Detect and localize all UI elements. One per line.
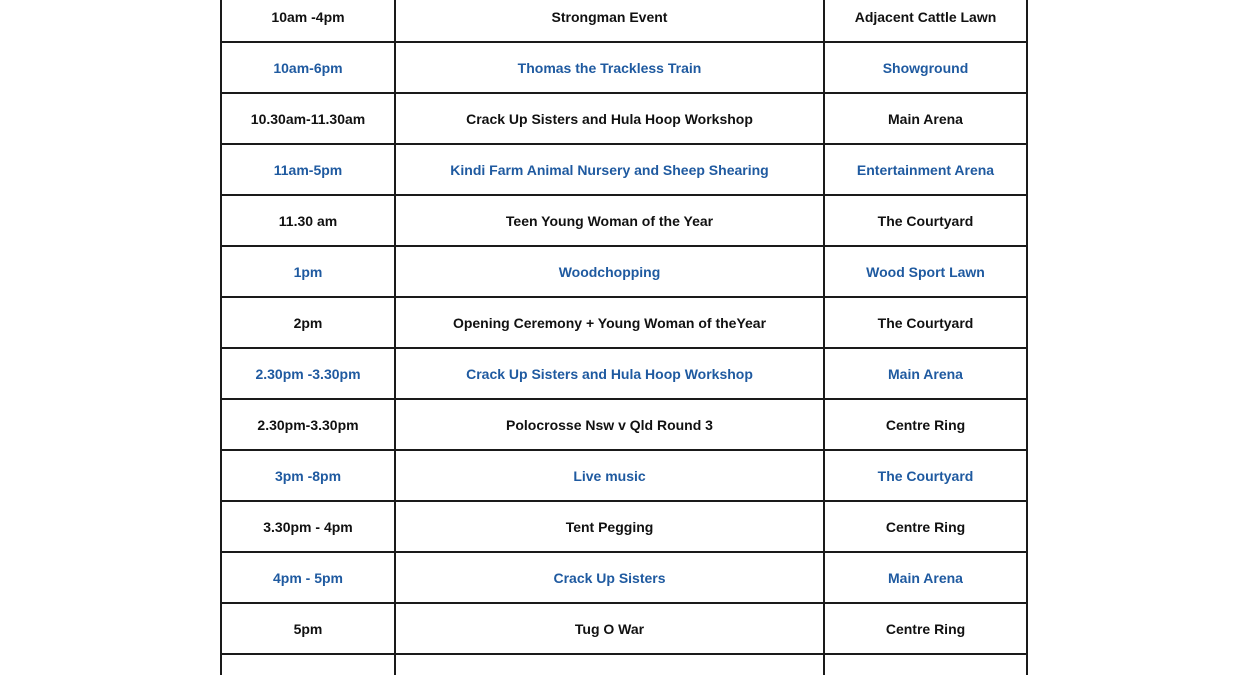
time-cell: 10am -4pm [221, 0, 395, 42]
time-cell: 3.30pm - 4pm [221, 501, 395, 552]
location-cell: Wood Sport Lawn [824, 246, 1027, 297]
time-cell: 2pm [221, 297, 395, 348]
event-cell: Teen Young Woman of the Year [395, 195, 824, 246]
time-cell: 11.30 am [221, 195, 395, 246]
schedule-row [221, 603, 1027, 654]
event-cell: Live music [395, 450, 824, 501]
schedule-row [221, 144, 1027, 195]
event-cell: Woodchopping [395, 246, 824, 297]
schedule-row [221, 195, 1027, 246]
location-cell: Entertainment Arena [824, 144, 1027, 195]
time-cell: 5pm [221, 603, 395, 654]
event-cell: Crack Up Sisters [395, 552, 824, 603]
time-cell: 2.30pm-3.30pm [221, 399, 395, 450]
schedule-row [221, 552, 1027, 603]
event-cell: Polocrosse Nsw v Qld Round 3 [395, 399, 824, 450]
event-cell: Tent Pegging [395, 501, 824, 552]
location-cell: Main Arena [824, 552, 1027, 603]
time-cell [221, 654, 395, 675]
time-cell: 4pm - 5pm [221, 552, 395, 603]
schedule-row [221, 450, 1027, 501]
schedule-row [221, 246, 1027, 297]
time-cell: 1pm [221, 246, 395, 297]
event-cell: Tug O War [395, 603, 824, 654]
event-cell [395, 654, 824, 675]
event-cell: Crack Up Sisters and Hula Hoop Workshop [395, 348, 824, 399]
location-cell: The Courtyard [824, 450, 1027, 501]
time-cell: 10.30am-11.30am [221, 93, 395, 144]
event-cell: Kindi Farm Animal Nursery and Sheep Shearing [395, 144, 824, 195]
location-cell: Centre Ring [824, 399, 1027, 450]
schedule-row [221, 348, 1027, 399]
time-cell: 2.30pm -3.30pm [221, 348, 395, 399]
location-cell: The Courtyard [824, 297, 1027, 348]
schedule-row [221, 399, 1027, 450]
event-cell: Crack Up Sisters and Hula Hoop Workshop [395, 93, 824, 144]
location-cell: Showground [824, 42, 1027, 93]
schedule-row [221, 654, 1027, 675]
location-cell: Main Arena [824, 93, 1027, 144]
time-cell: 10am-6pm [221, 42, 395, 93]
location-cell: Main Arena [824, 348, 1027, 399]
event-cell: Thomas the Trackless Train [395, 42, 824, 93]
event-cell: Opening Ceremony + Young Woman of theYear [395, 297, 824, 348]
schedule-body [221, 0, 1027, 675]
location-cell: Adjacent Cattle Lawn [824, 0, 1027, 42]
location-cell [824, 654, 1027, 675]
schedule-row [221, 0, 1027, 42]
event-cell: Strongman Event [395, 0, 824, 42]
schedule-row [221, 501, 1027, 552]
schedule-row [221, 93, 1027, 144]
location-cell: Centre Ring [824, 501, 1027, 552]
time-cell: 3pm -8pm [221, 450, 395, 501]
location-cell: Centre Ring [824, 603, 1027, 654]
schedule-row [221, 297, 1027, 348]
time-cell: 11am-5pm [221, 144, 395, 195]
schedule-row [221, 42, 1027, 93]
event-schedule-table [220, 0, 1028, 675]
location-cell: The Courtyard [824, 195, 1027, 246]
